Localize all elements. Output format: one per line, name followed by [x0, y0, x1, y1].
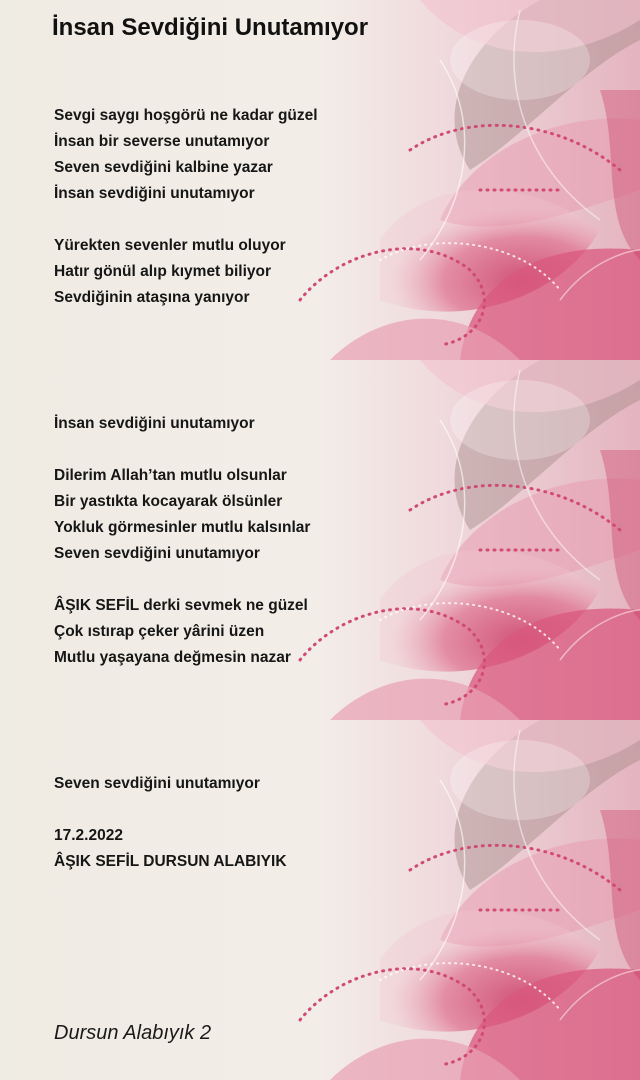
poem-line: ÂŞIK SEFİL derki sevmek ne güzel	[54, 597, 308, 614]
poem-line: İnsan sevdiğini unutamıyor	[54, 415, 255, 432]
poem-line: Seven sevdiğini kalbine yazar	[54, 159, 273, 176]
poem-line: İnsan sevdiğini unutamıyor	[54, 185, 255, 202]
poem-line: Dilerim Allah’tan mutlu olsunlar	[54, 467, 287, 484]
poem-line: Sevgi saygı hoşgörü ne kadar güzel	[54, 107, 318, 124]
poem-line: Sevdiğinin ataşına yanıyor	[54, 289, 250, 306]
poem-line: Hatır gönül alıp kıymet biliyor	[54, 263, 272, 280]
author-signature: Dursun Alabıyık 2	[54, 1022, 212, 1044]
poem-title: İnsan Sevdiğini Unutamıyor	[52, 14, 369, 41]
poem-date: 17.2.2022	[54, 827, 123, 844]
poem-line: Mutlu yaşayana değmesin nazar	[54, 649, 291, 666]
poem-line: Seven sevdiğini unutamıyor	[54, 545, 260, 562]
poem-line: Çok ıstırap çeker yârini üzen	[54, 623, 265, 640]
poem-line: Bir yastıkta kocayarak ölsünler	[54, 493, 283, 510]
poem-author: ÂŞIK SEFİL DURSUN ALABIYIK	[54, 853, 287, 870]
poem-line: İnsan bir severse unutamıyor	[54, 133, 270, 150]
poem-line: Yokluk görmesinler mutlu kalsınlar	[54, 519, 311, 536]
poem-line: Yürekten sevenler mutlu oluyor	[54, 237, 286, 254]
poem-line: Seven sevdiğini unutamıyor	[54, 775, 260, 792]
